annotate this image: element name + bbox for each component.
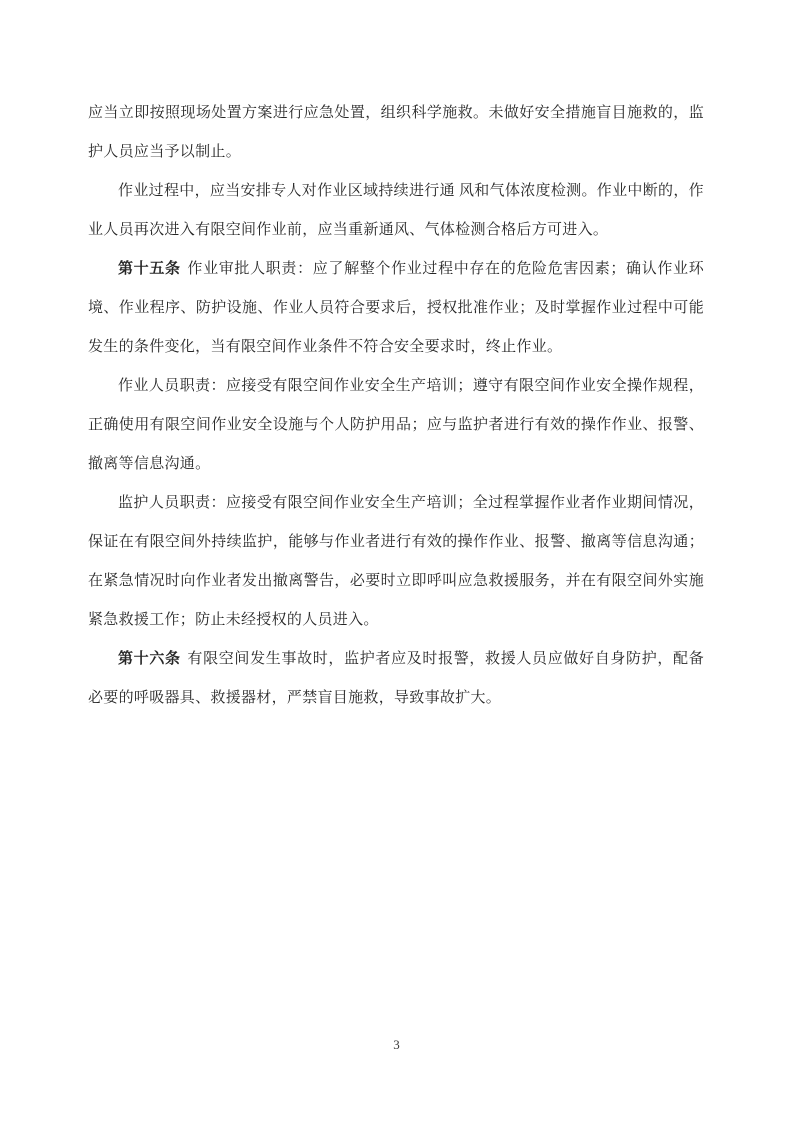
paragraph: [88, 250, 704, 367]
paragraph-text: 作业审批人职责：应了解整个作业过程中存在的危险危害因素；确认作业环境、作业程序、防护设施、作业人员符合要求后，授权批准作业；及时掌握作业过程中可能发生的条件变化，当有限空间作业条件不符合安全要求时，终止作业。: [88, 261, 705, 355]
page-number: 3: [393, 1037, 400, 1052]
paragraph-text: 应当立即按照现场处置方案进行应急处置，组织科学施救。未做好安全措施盲目施救的，监护人员应当予以制止。: [88, 105, 704, 160]
paragraph: [88, 640, 704, 718]
document-body: [88, 94, 704, 718]
paragraph-text: 作业过程中，应当安排专人对作业区域持续进行通 风和气体浓度检测。作业中断的，作业人员再次进入有限空间作业前，应当重新通风、气体检测合格后方可进入。: [88, 183, 704, 238]
page-footer: [0, 1036, 793, 1054]
article-label: 第十六条: [118, 651, 181, 667]
paragraph: [88, 172, 704, 250]
paragraph: [88, 367, 704, 484]
paragraph-text: 作业人员职责：应接受有限空间作业安全生产培训；遵守有限空间作业安全操作规程，正确使用有限空间作业安全设施与个人防护用品；应与监护者进行有效的操作作业、报警、撤离等信息沟通。: [88, 378, 704, 472]
article-label: 第十五条: [118, 261, 181, 277]
paragraph-text: 有限空间发生事故时，监护者应及时报警，救援人员应做好自身防护，配备必要的呼吸器具、救援器材，严禁盲目施救，导致事故扩大。: [88, 651, 705, 706]
paragraph-text: 监护人员职责：应接受有限空间作业安全生产培训；全过程掌握作业者作业期间情况，保证在有限空间外持续监护，能够与作业者进行有效的操作作业、报警、撤离等信息沟通；在紧急情况时向作业者发出撤离警告，必要时立即呼叫应急救援服务，并在有限空间外实施紧急救援工作；防止未经授权的人员进入。: [88, 495, 704, 628]
paragraph: [88, 484, 704, 640]
paragraph: [88, 94, 704, 172]
